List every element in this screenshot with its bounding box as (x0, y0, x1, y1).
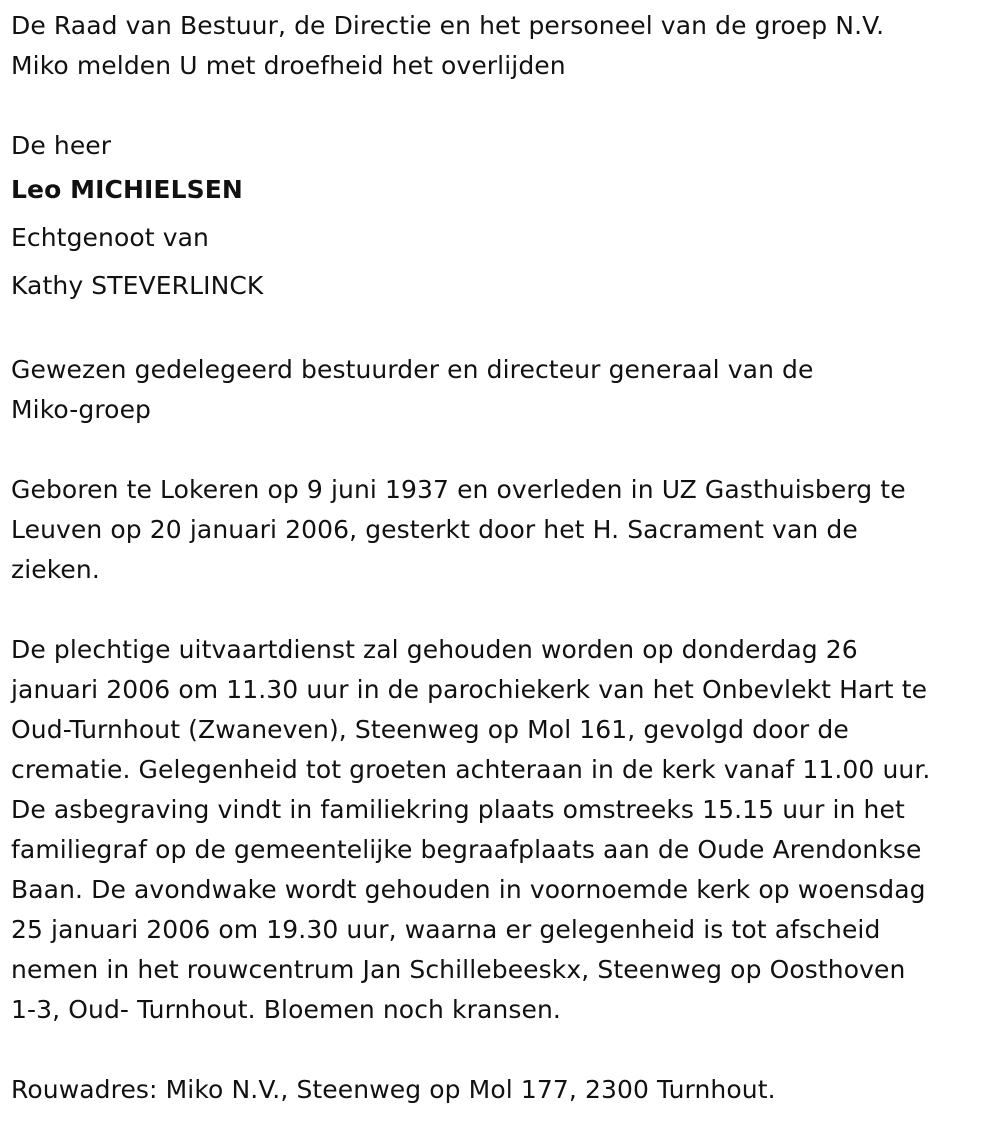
paragraph-spacer (11, 310, 990, 350)
birth-death-paragraph (11, 470, 990, 590)
paragraph-spacer (11, 590, 990, 630)
intro-line: De Raad van Bestuur, de Directie en het personeel van de groep N.V. (11, 11, 885, 40)
mourning-address: Rouwadres: Miko N.V., Steenweg op Mol 177, 2300 Turnhout. (11, 1075, 776, 1104)
ceremony-line: 1-3, Oud- Turnhout. Bloemen noch kransen. (11, 995, 561, 1024)
ceremony-line: crematie. Gelegenheid tot groeten achteraan in de kerk vanaf 11.00 uur. (11, 755, 931, 784)
spouse-name: Kathy STEVERLINCK (11, 271, 264, 300)
birth-death-line: Geboren te Lokeren op 9 juni 1937 en overleden in UZ Gasthuisberg te (11, 475, 906, 504)
paragraph-spacer (11, 86, 990, 126)
ceremony-line: nemen in het rouwcentrum Jan Schillebeeskx, Steenweg op Oosthoven (11, 955, 906, 984)
intro-paragraph (11, 6, 990, 86)
deceased-name: Leo MICHIELSEN (11, 175, 243, 204)
paragraph-spacer (11, 430, 990, 470)
role-paragraph (11, 350, 990, 430)
ceremony-line: Baan. De avondwake wordt gehouden in voornoemde kerk op woensdag (11, 875, 926, 904)
ceremony-line: 25 januari 2006 om 19.30 uur, waarna er gelegenheid is tot afscheid (11, 915, 881, 944)
birth-death-line: Leuven op 20 januari 2006, gesterkt door het H. Sacrament van de (11, 515, 858, 544)
spouse-label: Echtgenoot van (11, 223, 209, 252)
salutation: De heer (11, 131, 112, 160)
ceremony-line: De plechtige uitvaartdienst zal gehouden worden op donderdag 26 (11, 635, 858, 664)
role-line: Miko-groep (11, 395, 152, 424)
role-line: Gewezen gedelegeerd bestuurder en directeur generaal van de (11, 355, 814, 384)
birth-death-line: zieken. (11, 555, 100, 584)
ceremony-line: De asbegraving vindt in familiekring plaats omstreeks 15.15 uur in het (11, 795, 905, 824)
ceremony-line: Oud-Turnhout (Zwaneven), Steenweg op Mol 161, gevolgd door de (11, 715, 849, 744)
intro-line: Miko melden U met droefheid het overlijden (11, 51, 566, 80)
ceremony-paragraph (11, 630, 990, 1030)
ceremony-line: familiegraf op de gemeentelijke begraafplaats aan de Oude Arendonkse (11, 835, 922, 864)
ceremony-line: januari 2006 om 11.30 uur in de parochiekerk van het Onbevlekt Hart te (11, 675, 928, 704)
paragraph-spacer (11, 1030, 990, 1070)
